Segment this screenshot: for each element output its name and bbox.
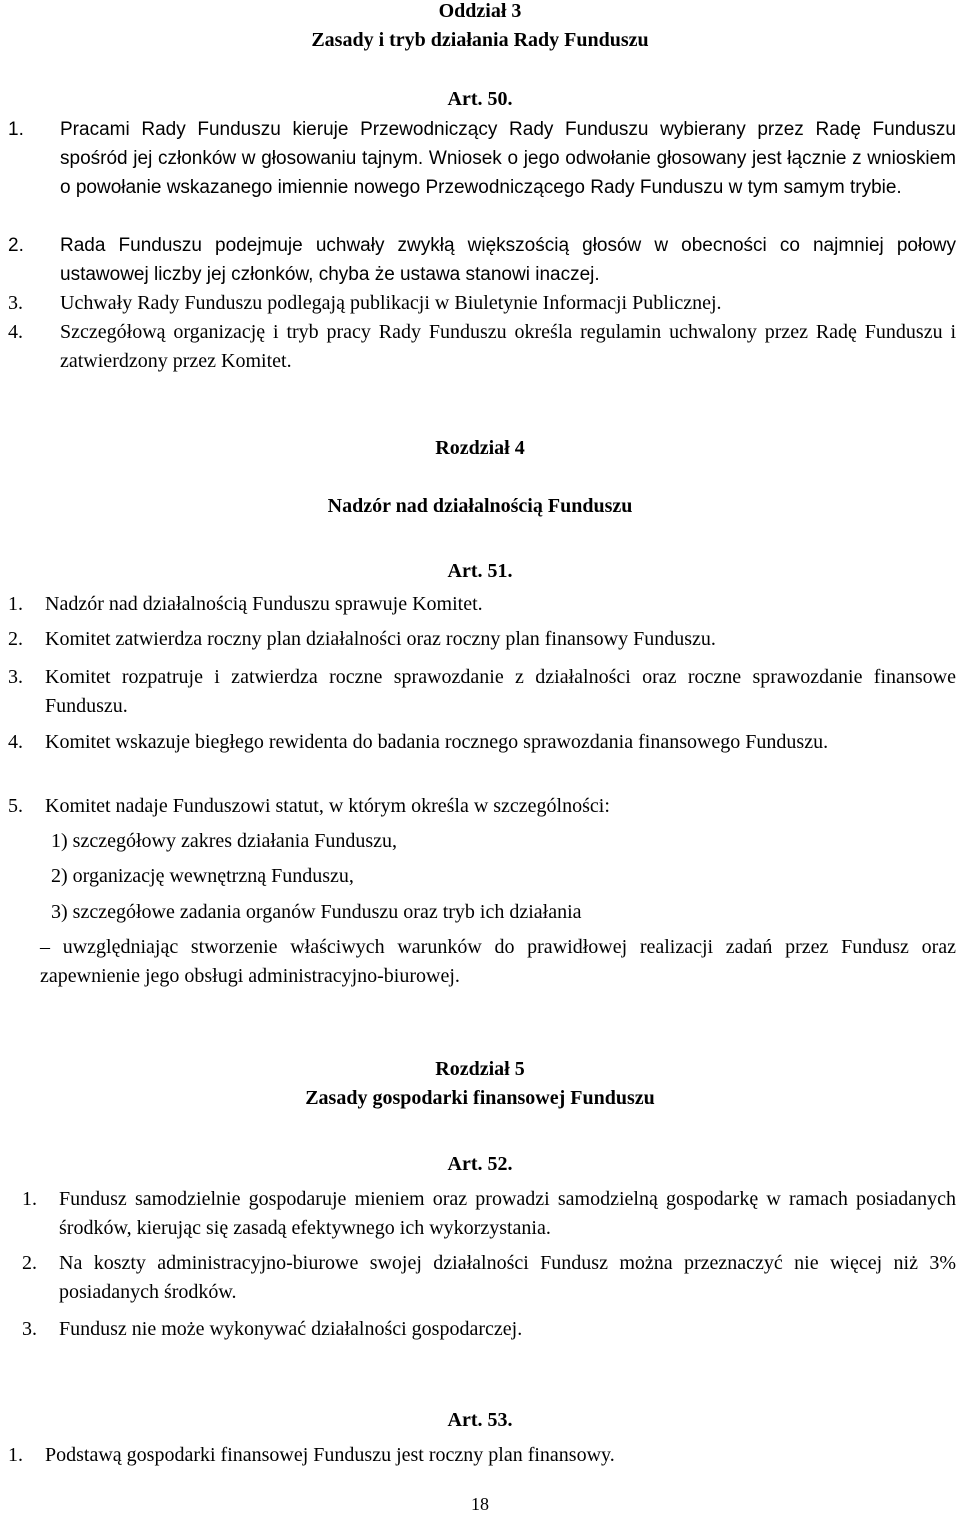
art50-item-4 (8, 318, 956, 376)
art51-item-4 (8, 728, 956, 786)
item-text: Pracami Rady Funduszu kieruje Przewodniczący Rady Funduszu wybierany przez Radę Funduszu spośród jej członków w głosowaniu tajnym. Wniosek o jego odwołanie głosowany jest łącznie z wnioskiem o powołanie wskazanego imiennie nowego Przewodniczącego Rady Funduszu w tym samym trybie. (60, 119, 956, 198)
art52-item-2 (22, 1249, 956, 1307)
statute-subitem-2: 2) organizację wewnętrzną Funduszu, (51, 865, 354, 887)
item-number: 3. (8, 292, 23, 314)
art53-item-1 (8, 1441, 956, 1470)
art51-item-1 (8, 590, 956, 619)
item-number: 4. (8, 321, 23, 343)
item-text: Szczegółową organizację i tryb pracy Rady Funduszu określa regulamin uchwalony przez Radę Funduszu i zatwierdzony przez Komitet. (60, 321, 956, 372)
article-53-title: Art. 53. (447, 1409, 513, 1431)
art51-item-5 (8, 792, 956, 821)
item-text: Na koszty administracyjno-biurowe swojej działalności Fundusz można przeznaczyć nie więcej niż 3% posiadanych środków. (59, 1252, 956, 1303)
art50-item-3 (8, 289, 956, 318)
art52-item-1 (22, 1185, 956, 1243)
item-number: 5. (8, 795, 23, 817)
item-text: Komitet nadaje Funduszowi statut, w którym określa w szczególności: (45, 795, 610, 817)
section-heading: Oddział 3 (438, 0, 522, 22)
chapter-4-title: Nadzór nad działalnością Funduszu (327, 495, 633, 517)
statute-subitem-3: 3) szczegółowe zadania organów Funduszu oraz tryb ich działania (51, 901, 582, 923)
item-text: Podstawą gospodarki finansowej Funduszu jest roczny plan finansowy. (45, 1444, 615, 1466)
article-50-title: Art. 50. (447, 88, 513, 110)
item-text: Komitet zatwierdza roczny plan działalności oraz roczny plan finansowy Funduszu. (45, 628, 716, 650)
item-number: 3. (22, 1318, 37, 1340)
item-number: 4. (8, 731, 23, 753)
statute-closing-clause: – uwzględniając stworzenie właściwych warunków do prawidłowej realizacji zadań przez Fundusz oraz zapewnienie jego obsługi administracyjno-biurowej. (40, 936, 956, 987)
chapter-5-title: Zasady gospodarki finansowej Funduszu (305, 1087, 655, 1109)
item-number: 1. (8, 593, 23, 615)
page-number: 18 (471, 1494, 489, 1514)
statute-subitem-1: 1) szczegółowy zakres działania Funduszu, (51, 830, 397, 852)
art50-item-2 (8, 231, 956, 289)
chapter-4-heading: Rozdział 4 (435, 437, 525, 459)
item-text: Nadzór nad działalnością Funduszu sprawuje Komitet. (45, 593, 483, 615)
item-number: 1. (8, 1444, 23, 1466)
item-number: 2. (8, 235, 24, 256)
item-number: 2. (8, 628, 23, 650)
item-number: 1. (22, 1188, 37, 1210)
item-text: Rada Funduszu podejmuje uchwały zwykłą większością głosów w obecności co najmniej połowy ustawowej liczby jej członków, chyba że ustawa stanowi inaczej. (60, 235, 956, 285)
article-52-title: Art. 52. (447, 1153, 513, 1175)
chapter-5-heading: Rozdział 5 (435, 1058, 525, 1080)
art51-item-2 (8, 625, 956, 654)
art51-item-3 (8, 663, 956, 721)
item-number: 2. (22, 1252, 37, 1274)
item-number: 1. (8, 119, 24, 140)
item-text: Uchwały Rady Funduszu podlegają publikacji w Biuletynie Informacji Publicznej. (60, 292, 722, 314)
art52-item-3 (22, 1315, 956, 1344)
item-text: Komitet rozpatruje i zatwierdza roczne sprawozdanie z działalności oraz roczne sprawozdanie finansowe Funduszu. (45, 666, 956, 717)
item-text: Fundusz nie może wykonywać działalności gospodarczej. (59, 1318, 523, 1340)
art50-item-1 (8, 115, 956, 231)
item-text: Fundusz samodzielnie gospodaruje mieniem oraz prowadzi samodzielną gospodarkę w ramach posiadanych środków, kierując się zasadą efektywnego ich wykorzystania. (59, 1188, 956, 1239)
article-51-title: Art. 51. (447, 560, 513, 582)
section-title: Zasady i tryb działania Rady Funduszu (311, 29, 649, 51)
item-number: 3. (8, 666, 23, 688)
item-text: Komitet wskazuje biegłego rewidenta do badania rocznego sprawozdania finansowego Funduszu. (45, 731, 829, 753)
